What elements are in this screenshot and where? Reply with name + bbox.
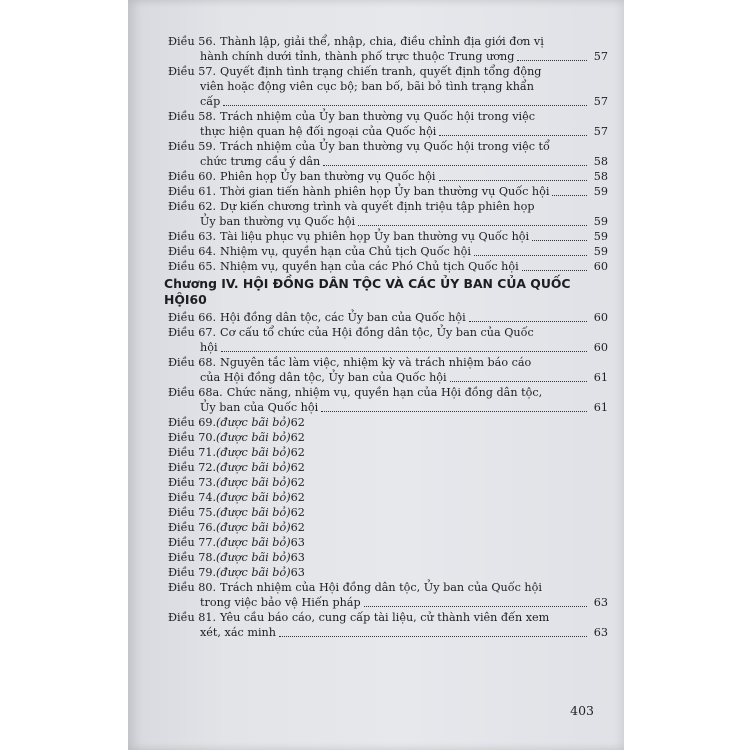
toc-entry [168,169,608,184]
repealed-note: (được bãi bỏ) [216,431,291,444]
article-label: Điều 67. [168,326,217,339]
page-ref: 61 [593,401,608,414]
page-ref: 62 [290,476,305,489]
toc-entry-line [168,355,608,370]
toc-entry-repealed [168,490,608,505]
dot-leader [439,180,587,181]
page-ref: 62 [290,491,305,504]
toc-entry [168,259,608,274]
page-ref: 60 [593,311,608,324]
dot-leader [358,225,587,226]
dot-leader [552,195,587,196]
toc-entry-line [168,595,608,610]
chapter-title-line-1: Chương IV. HỘI ĐỒNG DÂN TỘC VÀ CÁC ỦY BAN CỦA QUỐC [164,276,571,291]
toc-entry [168,355,608,385]
repealed-note: (được bãi bỏ) [216,416,291,429]
article-label: Điều 75. [168,506,217,519]
chapter-heading [164,276,608,308]
article-label: Điều 60. [168,170,217,183]
dot-leader [450,381,587,382]
toc-entry-line [168,34,608,49]
page-ref: 59 [593,215,608,228]
article-label: Điều 56. [168,35,217,48]
article-title: Thời gian tiến hành phiên họp Ủy ban thường vụ Quốc hội [220,185,550,198]
article-title: hội [200,341,218,354]
article-label: Điều 77. [168,536,217,549]
article-title: Phiên họp Ủy ban thường vụ Quốc hội [220,170,436,183]
toc-entry-repealed [168,460,608,475]
article-title: của Hội đồng dân tộc, Ủy ban của Quốc hội [200,371,447,384]
dot-leader [517,60,587,61]
chapter-title-line-2 [164,292,608,308]
toc-entry [168,109,608,139]
toc-entry [168,385,608,415]
toc-entry-line [168,49,608,64]
article-label: Điều 74. [168,491,217,504]
article-label: Điều 61. [168,185,217,198]
toc-entry [168,34,608,64]
toc-entry-line [168,139,608,154]
toc-entry [168,325,608,355]
repealed-note: (được bãi bỏ) [216,446,291,459]
toc-entry-line [168,154,608,169]
article-label: Điều 71. [168,446,217,459]
page-ref: 62 [290,461,305,474]
article-title: Trách nhiệm của Ủy ban thường vụ Quốc hội trong việc tổ [220,140,550,153]
article-title: hành chính dưới tỉnh, thành phố trực thuộc Trung ương [200,50,515,63]
article-title: Trách nhiệm của Hội đồng dân tộc, Ủy ban của Quốc hội [220,581,542,594]
article-label: Điều 72. [168,461,217,474]
toc-entry-line [168,244,608,259]
article-label: Điều 65. [168,260,217,273]
toc-entry-line [168,169,608,184]
article-label: Điều 69. [168,416,217,429]
toc-entry-repealed [168,520,608,535]
toc-entry-line [168,124,608,139]
toc-entry-line [168,109,608,124]
page-ref: 60 [593,260,608,273]
repealed-note: (được bãi bỏ) [216,461,291,474]
page-ref: 62 [290,416,305,429]
article-label: Điều 79. [168,566,217,579]
article-title: chức trưng cầu ý dân [200,155,321,168]
toc-entry-line [168,184,608,199]
dot-leader [522,270,587,271]
dot-leader [323,165,587,166]
toc-entry-repealed [168,430,608,445]
toc-entry [168,139,608,169]
article-title: Quyết định tình trạng chiến tranh, quyết định tổng động [220,65,542,78]
article-label: Điều 68. [168,356,217,369]
article-title: thực hiện quan hệ đối ngoại của Quốc hội [200,125,437,138]
toc-entry-repealed [168,535,608,550]
chapter-title-end: HỘI [164,292,190,307]
dot-leader [221,351,587,352]
dot-leader [469,321,587,322]
repealed-note: (được bãi bỏ) [216,491,291,504]
page-ref: 63 [290,566,305,579]
dot-leader [532,240,587,241]
toc-entry-repealed [168,550,608,565]
repealed-note: (được bãi bỏ) [216,476,291,489]
article-title: Tài liệu phục vụ phiên họp Ủy ban thường vụ Quốc hội [220,230,530,243]
toc-entry [168,310,608,325]
article-title: xét, xác minh [200,626,276,639]
page-ref: 61 [593,371,608,384]
page-ref: 63 [290,536,305,549]
dot-leader [321,411,587,412]
toc-entry-line [168,199,608,214]
toc-entry-line [168,310,608,325]
toc-entry-line [168,214,608,229]
toc-entry [168,610,608,640]
article-title: Ủy ban thường vụ Quốc hội [200,215,356,228]
toc-entry [168,184,608,199]
page-ref: 63 [593,626,608,639]
toc-entry-repealed [168,445,608,460]
article-title: Ủy ban của Quốc hội [200,401,319,414]
toc-entry-line [168,370,608,385]
toc-entry [168,229,608,244]
toc-entry-line [168,400,608,415]
toc-entry [168,64,608,109]
page-ref: 60 [593,341,608,354]
page-ref: 63 [290,551,305,564]
article-label: Điều 78. [168,551,217,564]
page-ref: 62 [290,506,305,519]
article-title: Cơ cấu tổ chức của Hội đồng dân tộc, Ủy ban của Quốc [220,326,534,339]
article-title: Thành lập, giải thể, nhập, chia, điều chỉnh địa giới đơn vị [220,35,544,48]
page-ref: 59 [593,230,608,243]
repealed-note: (được bãi bỏ) [216,506,291,519]
article-label: Điều 80. [168,581,217,594]
article-title: Nhiệm vụ, quyền hạn của các Phó Chủ tịch Quốc hội [220,260,519,273]
article-title: Yêu cầu báo cáo, cung cấp tài liệu, cử thành viên đến xem [220,611,550,624]
page-ref: 57 [593,50,608,63]
dot-leader [223,105,587,106]
toc-entry-line [168,94,608,109]
toc-entry-line [168,625,608,640]
article-label: Điều 68a. [168,386,223,399]
page-ref: 59 [593,245,608,258]
article-label: Điều 62. [168,200,217,213]
toc-entry-line [168,580,608,595]
article-label: Điều 58. [168,110,217,123]
page-ref: 63 [593,596,608,609]
page-ref: 62 [290,521,305,534]
page-ref: 58 [593,155,608,168]
toc-entry-line [168,325,608,340]
repealed-note: (được bãi bỏ) [216,551,291,564]
toc-entry-repealed [168,505,608,520]
article-label: Điều 73. [168,476,217,489]
toc-entry [168,580,608,610]
article-label: Điều 66. [168,311,217,324]
page-ref: 57 [593,125,608,138]
page-ref: 57 [593,95,608,108]
table-of-contents [164,34,608,640]
dot-leader [364,606,587,607]
page-ref: 60 [189,292,207,307]
dot-leader [279,636,587,637]
toc-entry [168,244,608,259]
article-label: Điều 57. [168,65,217,78]
article-title: viên hoặc động viên cục bộ; ban bố, bãi bỏ tình trạng khẩn [200,80,534,93]
toc-entry [168,199,608,229]
article-label: Điều 59. [168,140,217,153]
page-ref: 62 [290,446,305,459]
page-number: 403 [570,703,594,718]
page-ref: 62 [290,431,305,444]
toc-entry-repealed [168,475,608,490]
toc-entry-line [168,64,608,79]
page-ref: 58 [593,170,608,183]
repealed-note: (được bãi bỏ) [216,536,291,549]
repealed-note: (được bãi bỏ) [216,521,291,534]
toc-entry-line [168,259,608,274]
dot-leader [439,135,587,136]
article-title: Trách nhiệm của Ủy ban thường vụ Quốc hội trong việc [220,110,535,123]
article-title: Chức năng, nhiệm vụ, quyền hạn của Hội đồng dân tộc, [226,386,543,399]
article-title: Dự kiến chương trình và quyết định triệu tập phiên họp [220,200,535,213]
article-label: Điều 70. [168,431,217,444]
toc-entry-line [168,79,608,94]
article-label: Điều 63. [168,230,217,243]
book-page [128,0,624,750]
toc-entry-repealed [168,565,608,580]
repealed-note: (được bãi bỏ) [216,566,291,579]
page-ref: 59 [593,185,608,198]
article-title: trong việc bảo vệ Hiến pháp [200,596,361,609]
toc-entry-repealed [168,415,608,430]
article-title: Hội đồng dân tộc, các Ủy ban của Quốc hội [220,311,466,324]
article-title: Nhiệm vụ, quyền hạn của Chủ tịch Quốc hội [220,245,471,258]
article-label: Điều 81. [168,611,217,624]
toc-entry-line [168,610,608,625]
toc-entry-line [168,340,608,355]
article-title: Nguyên tắc làm việc, nhiệm kỳ và trách nhiệm báo cáo [220,356,532,369]
article-label: Điều 64. [168,245,217,258]
article-title: cấp [200,95,221,108]
toc-entry-line [168,385,608,400]
toc-entry-line [168,229,608,244]
article-label: Điều 76. [168,521,217,534]
dot-leader [474,255,587,256]
